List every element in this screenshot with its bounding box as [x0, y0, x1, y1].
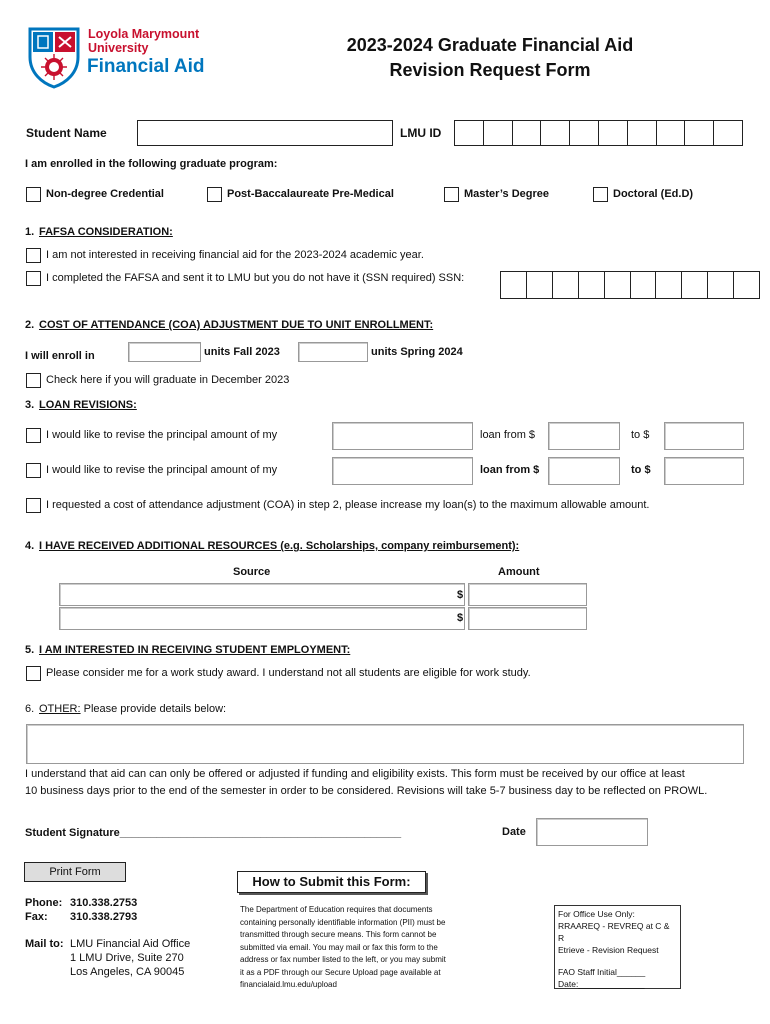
- s1-number: 1.: [25, 226, 35, 238]
- s6-heading: OTHER:: [39, 703, 81, 715]
- signature-label: Student Signature______________________________________________: [25, 827, 402, 839]
- s1-heading: FAFSA CONSIDERATION:: [39, 226, 173, 238]
- loan-revise2-checkbox[interactable]: [26, 463, 41, 478]
- s5-heading: I AM INTERESTED IN RECEIVING STUDENT EMPLOYMENT:: [39, 644, 351, 656]
- spring-units-input[interactable]: [298, 342, 368, 362]
- s4-source-header: Source: [233, 566, 271, 578]
- lmu-id-label: LMU ID: [400, 126, 442, 140]
- resource1-dollar: $: [457, 589, 464, 601]
- submit-heading: How to Submit this Form:: [237, 871, 426, 893]
- form-title-line1: 2023-2024 Graduate Financial Aid: [346, 35, 634, 55]
- address-line3: Los Angeles, CA 90045: [70, 966, 185, 978]
- other-details-input[interactable]: [26, 724, 744, 764]
- submit-line: it as a PDF through our Secure Upload page available at: [240, 967, 441, 977]
- disclaimer-line2: 10 business days prior to the end of the semester in order to be considered. Revisions will take 5-7 business day to be reflected on PROWL.: [25, 785, 708, 797]
- program-masters-label: Master’s Degree: [464, 188, 549, 200]
- date-label: Date: [502, 826, 526, 838]
- s3-number: 3.: [25, 399, 35, 411]
- program-doctoral-checkbox[interactable]: [593, 187, 608, 202]
- lmu-id-input[interactable]: [454, 120, 743, 146]
- fall-units-label: units Fall 2023: [204, 346, 280, 358]
- fax-label: Fax:: [25, 911, 48, 923]
- loan1-type-input[interactable]: [332, 422, 473, 450]
- ssn-input[interactable]: [500, 271, 760, 299]
- address-line1: LMU Financial Aid Office: [70, 938, 191, 950]
- spring-units-label: units Spring 2024: [371, 346, 463, 358]
- submit-text: [240, 904, 510, 992]
- resource1-source-input[interactable]: [59, 583, 465, 606]
- s3-heading: LOAN REVISIONS:: [39, 399, 137, 411]
- loan2-from-label: loan from $: [480, 464, 540, 476]
- s1-fafsa-sent-label: I completed the FAFSA and sent it to LMU but you do not have it (SSN required) SSN:: [46, 272, 465, 284]
- s4-number: 4.: [25, 540, 35, 552]
- fall-units-input[interactable]: [128, 342, 201, 362]
- logo-line3: Financial Aid: [87, 56, 205, 77]
- program-nondegree-label: Non-degree Credential: [46, 188, 164, 200]
- logo-line2: University: [88, 41, 149, 55]
- s4-amount-header: Amount: [498, 566, 540, 578]
- graduate-dec-checkbox[interactable]: [26, 373, 41, 388]
- work-study-checkbox[interactable]: [26, 666, 41, 681]
- loan1-to-label: to $: [631, 429, 650, 441]
- loan-revise1-label: I would like to revise the principal amount of my: [46, 429, 278, 441]
- office-line1: For Office Use Only:: [558, 909, 635, 919]
- phone-value: 310.338.2753: [70, 897, 138, 909]
- disclaimer-line1: I understand that aid can can only be offered or adjusted if funding and eligibility exists. This form must be received by our office at least: [25, 768, 685, 780]
- office-use-box: [554, 905, 681, 989]
- address-line2: 1 LMU Drive, Suite 270: [70, 952, 184, 964]
- program-nondegree-checkbox[interactable]: [26, 187, 41, 202]
- fax-value: 310.338.2793: [70, 911, 138, 923]
- lmu-logo: [26, 26, 206, 90]
- print-form-button[interactable]: Print Form: [24, 862, 126, 882]
- office-line4: FAO Staff Initial______: [558, 967, 646, 977]
- phone-label: Phone:: [25, 897, 63, 909]
- submit-line: submitted via email. You may mail or fax this form to the: [240, 942, 438, 952]
- office-line3: Etrieve - Revision Request: [558, 945, 659, 955]
- logo-line1: Loyola Marymount: [88, 27, 200, 41]
- s2-heading: COST OF ATTENDANCE (COA) ADJUSTMENT DUE TO UNIT ENROLLMENT:: [39, 319, 434, 331]
- loan-revise1-checkbox[interactable]: [26, 428, 41, 443]
- s4-heading: I HAVE RECEIVED ADDITIONAL RESOURCES (e.g. Scholarships, company reimbursement):: [39, 540, 520, 552]
- loan2-from-input[interactable]: [548, 457, 620, 485]
- s5-number: 5.: [25, 644, 35, 656]
- work-study-label: Please consider me for a work study award. I understand not all students are eligible for work study.: [46, 667, 531, 679]
- loan1-to-input[interactable]: [664, 422, 744, 450]
- s6-instruction: Please provide details below:: [80, 703, 227, 715]
- loan-revise2-label: I would like to revise the principal amount of my: [46, 464, 278, 476]
- program-masters-checkbox[interactable]: [444, 187, 459, 202]
- office-line2: RRAAREQ - REVREQ at C & R: [558, 921, 670, 943]
- student-name-input[interactable]: [137, 120, 393, 146]
- loan1-from-label: loan from $: [480, 429, 536, 441]
- s6-number: 6.: [25, 703, 35, 715]
- resource2-dollar: $: [457, 612, 464, 624]
- graduate-dec-label: Check here if you will graduate in December 2023: [46, 374, 290, 386]
- program-doctoral-label: Doctoral (Ed.D): [613, 188, 694, 200]
- program-postbacc-label: Post-Baccalaureate Pre-Medical: [227, 188, 394, 200]
- s1-not-interested-label: I am not interested in receiving financial aid for the 2023-2024 academic year.: [46, 249, 424, 261]
- s1-not-interested-checkbox[interactable]: [26, 248, 41, 263]
- student-name-label: Student Name: [26, 126, 107, 140]
- submit-line: address or fax number listed to the left, or you may submit: [240, 955, 446, 964]
- resource1-amount-input[interactable]: [468, 583, 587, 606]
- coa-max-loan-label: I requested a cost of attendance adjustment (COA) in step 2, please increase my loan(s) to the maximum allowable amount.: [46, 499, 650, 511]
- date-input[interactable]: [536, 818, 648, 846]
- s1-fafsa-sent-checkbox[interactable]: [26, 271, 41, 286]
- loan2-to-input[interactable]: [664, 457, 744, 485]
- s2-number: 2.: [25, 319, 35, 331]
- coa-max-loan-checkbox[interactable]: [26, 498, 41, 513]
- loan2-to-label: to $: [631, 464, 651, 476]
- program-heading: I am enrolled in the following graduate program:: [25, 158, 278, 170]
- program-postbacc-checkbox[interactable]: [207, 187, 222, 202]
- s6-heading-line: [39, 703, 226, 715]
- lmu-shield-icon: [28, 27, 80, 89]
- submit-line: transmitted through secure means. This form cannot be: [240, 930, 437, 939]
- submit-line: financialaid.lmu.edu/upload: [240, 980, 337, 989]
- resource2-amount-input[interactable]: [468, 607, 587, 630]
- submit-line: The Department of Education requires that documents: [240, 905, 433, 914]
- submit-line: containing personally identifiable information (PII) must be: [240, 917, 446, 927]
- loan2-type-input[interactable]: [332, 457, 473, 485]
- office-line5: Date:______________: [558, 979, 645, 989]
- form-title-line2: Revision Request Form: [389, 60, 591, 80]
- mail-label: Mail to:: [25, 938, 64, 950]
- s2-enroll-label: I will enroll in: [25, 350, 95, 362]
- resource2-source-input[interactable]: [59, 607, 465, 630]
- loan1-from-input[interactable]: [548, 422, 620, 450]
